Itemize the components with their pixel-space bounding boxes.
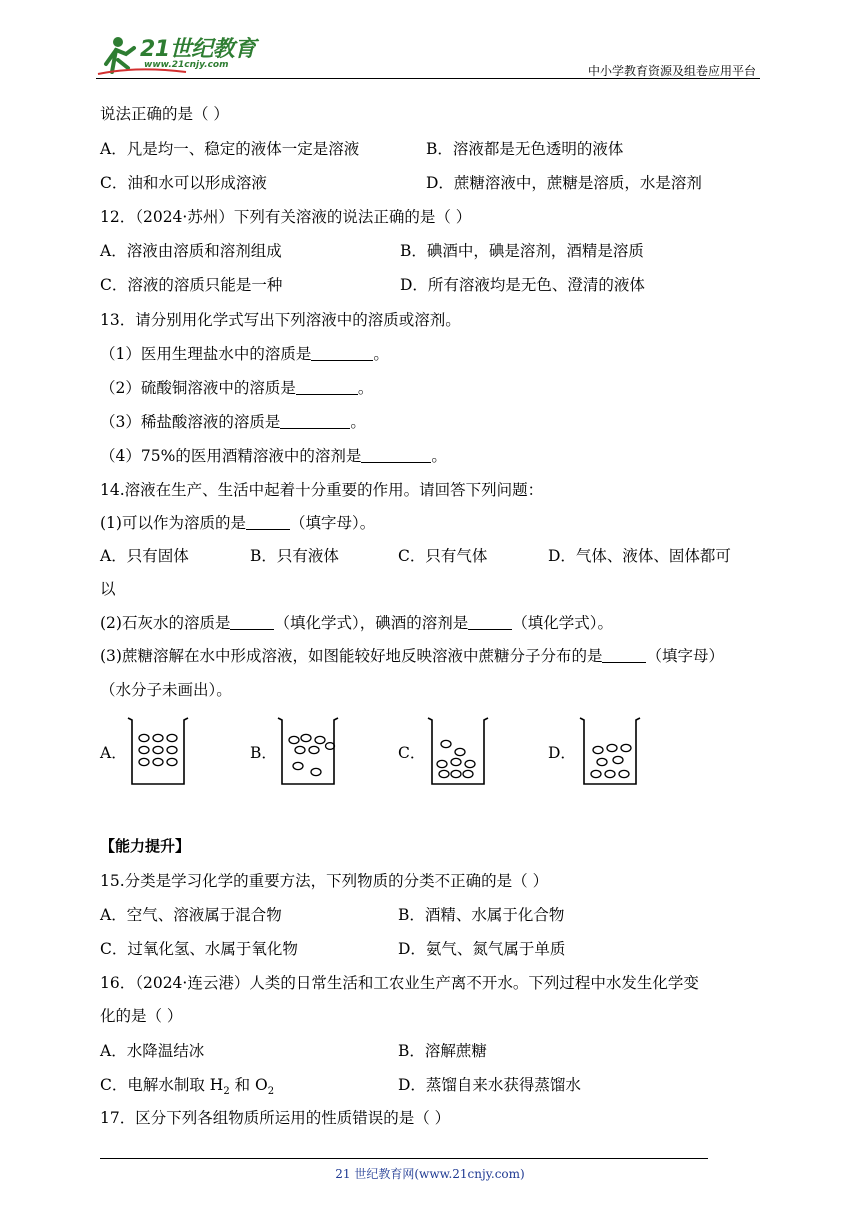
q15-option-b: B．酒精、水属于化合物	[398, 906, 565, 924]
answer-blank[interactable]	[230, 615, 274, 630]
q14-1-option-d-wrap: 以	[100, 580, 116, 598]
answer-blank[interactable]	[246, 515, 290, 530]
beaker-a-icon	[126, 714, 190, 786]
q14-part-2: (2)石灰水的溶质是 （填化学式），碘酒的溶剂是 （填化学式）。	[100, 614, 613, 632]
q12-option-d: D．所有溶液均是无色、澄清的液体	[400, 276, 645, 294]
figure-label-c: C．	[398, 744, 426, 762]
figure-label-d: D．	[548, 744, 576, 762]
footer-divider	[100, 1158, 708, 1159]
q15-option-d: D．氨气、氮气属于单质	[398, 940, 566, 958]
footer-text[interactable]: 21 世纪教育网(www.21cnjy.com)	[335, 1167, 525, 1181]
q11-stem-tail: 说法正确的是（ ）	[100, 105, 229, 123]
q14-stem: 14.溶液在生产、生活中起着十分重要的作用。请回答下列问题：	[100, 481, 544, 499]
q11-option-c: C．油和水可以形成溶液	[100, 174, 267, 192]
q16-option-a: A．水降温结冰	[100, 1042, 205, 1060]
q16-stem: 16．（2024·连云港）人类的日常生活和工农业生产离不开水。下列过程中水发生化学变	[100, 974, 699, 992]
q13-item-1: （1）医用生理盐水中的溶质是 。	[100, 345, 389, 363]
q13-item-4: （4）75%的医用酒精溶液中的溶剂是 。	[100, 447, 447, 465]
answer-blank[interactable]	[468, 615, 512, 630]
q14-part-3: (3)蔗糖溶解在水中形成溶液，如图能较好地反映溶液中蔗糖分子分布的是 （填字母）	[100, 647, 724, 665]
q13-stem: 13．请分别用化学式写出下列溶液中的溶质或溶剂。	[100, 311, 461, 329]
q14-1-option-b: B．只有液体	[250, 547, 339, 565]
q11-option-b: B．溶液都是无色透明的液体	[426, 140, 624, 158]
figure-label-b: B．	[250, 744, 277, 762]
header-divider	[96, 78, 760, 79]
q12-option-a: A．溶液由溶质和溶剂组成	[100, 242, 282, 260]
answer-blank[interactable]	[602, 648, 646, 663]
answer-blank[interactable]	[361, 448, 431, 463]
answer-blank[interactable]	[311, 346, 373, 361]
q16-stem-2: 化的是（ ）	[100, 1007, 183, 1025]
logo-url: www.21cnjy.com	[144, 60, 229, 70]
q14-part-3-note: （水分子未画出）。	[100, 681, 232, 699]
q15-option-c: C．过氧化氢、水属于氧化物	[100, 940, 298, 958]
q16-option-d: D．蒸馏自来水获得蒸馏水	[398, 1076, 581, 1094]
beaker-b-icon	[276, 714, 340, 786]
q14-1-option-a: A．只有固体	[100, 547, 189, 565]
beaker-d-icon	[578, 714, 642, 786]
header-platform-text: 中小学教育资源及组卷应用平台	[587, 64, 756, 78]
answer-blank[interactable]	[280, 414, 350, 429]
q13-item-3: （3）稀盐酸溶液的溶质是 。	[100, 413, 366, 431]
q11-option-a: A．凡是均一、稳定的液体一定是溶液	[100, 140, 360, 158]
q12-option-b: B．碘酒中，碘是溶剂，酒精是溶质	[400, 242, 644, 260]
answer-blank[interactable]	[296, 380, 358, 395]
q14-1-option-d: D．气体、液体、固体都可	[548, 547, 731, 565]
beaker-c-icon	[426, 714, 490, 786]
page-header	[96, 30, 760, 80]
section-heading: 【能力提升】	[100, 837, 191, 855]
q15-option-a: A．空气、溶液属于混合物	[100, 906, 282, 924]
q14-1-option-c: C．只有气体	[398, 547, 488, 565]
figure-label-a: A．	[100, 744, 127, 762]
q16-option-b: B．溶解蔗糖	[398, 1042, 487, 1060]
q14-part-1: (1)可以作为溶质的是 （填字母）。	[100, 514, 376, 532]
logo-text: 21世纪教育	[140, 37, 256, 62]
q11-option-d: D．蔗糖溶液中，蔗糖是溶质，水是溶剂	[426, 174, 702, 192]
q12-option-c: C．溶液的溶质只能是一种	[100, 276, 283, 294]
q16-option-c: C．电解水制取 $H_2$ 和 $O_2$	[100, 1076, 275, 1098]
q12-stem: 12．（2024·苏州）下列有关溶液的说法正确的是（ ）	[100, 208, 472, 226]
q13-item-2: （2）硫酸铜溶液中的溶质是 。	[100, 379, 374, 397]
q17-stem: 17．区分下列各组物质所运用的性质错误的是（ ）	[100, 1109, 451, 1127]
q15-stem: 15.分类是学习化学的重要方法，下列物质的分类不正确的是（ ）	[100, 872, 549, 890]
